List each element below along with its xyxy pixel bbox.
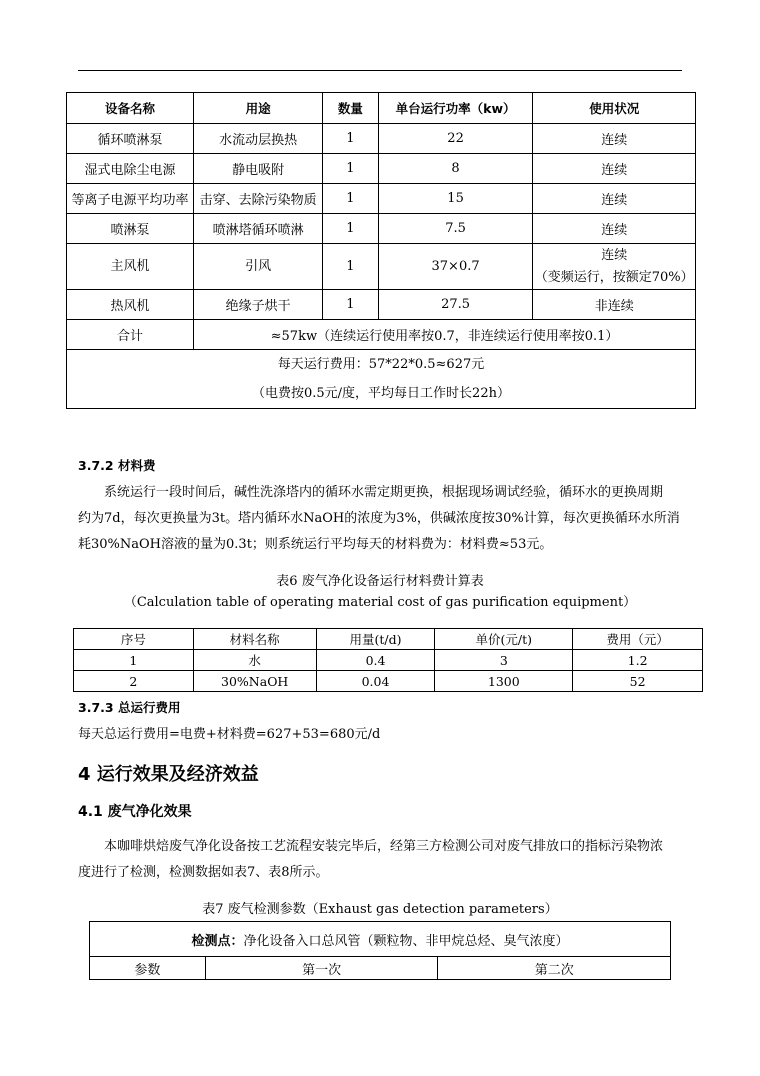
col-header: 第一次 — [205, 957, 438, 980]
cell: 27.5 — [378, 290, 533, 320]
cell: 绝缘子烘干 — [194, 290, 323, 320]
table7-caption: 表7 废气检测参数（Exhaust gas detection parameters） — [202, 902, 558, 917]
detection-point-row — [90, 922, 671, 957]
cell: 喷淋塔循环喷淋 — [194, 214, 323, 244]
section-heading-4-1: 4.1 废气净化效果 — [78, 804, 192, 820]
cell: 22 — [378, 124, 533, 154]
cell: 连续 — [533, 154, 696, 184]
cell: 0.4 — [316, 650, 435, 671]
detection-paragraph — [78, 834, 688, 886]
cell: 喷淋泵 — [67, 214, 194, 244]
cell-note: （变频运行，按额定70%） — [534, 269, 694, 285]
cell: 1 — [323, 244, 379, 290]
para-line: 度进行了检测，检测数据如表7、表8所示。 — [78, 865, 329, 880]
table6-caption-en: （Calculation table of operating material cost of gas purification equipment） — [123, 595, 637, 610]
cell: 引风 — [194, 244, 323, 290]
cell: 循环喷淋泵 — [67, 124, 194, 154]
cell: 0.04 — [316, 671, 435, 692]
para-line: 本咖啡烘焙废气净化设备按工艺流程安装完毕后，经第三方检测公司对废气排放口的指标污染物浓 — [104, 839, 664, 854]
table-row — [67, 184, 696, 214]
table-row — [74, 650, 703, 671]
section-heading-3-7-2: 3.7.2 材料费 — [78, 458, 156, 473]
cell: 3 — [435, 650, 573, 671]
cell — [533, 244, 696, 290]
section-heading-4: 4 运行效果及经济效益 — [78, 764, 259, 785]
cell: 击穿、去除污染物质 — [194, 184, 323, 214]
col-header: 用途 — [194, 93, 323, 124]
col-header: 序号 — [74, 629, 194, 650]
cell: 水 — [193, 650, 316, 671]
table-row — [74, 671, 703, 692]
cell: 52 — [573, 671, 703, 692]
cell: 连续 — [533, 184, 696, 214]
col-header: 使用状况 — [533, 93, 696, 124]
cell: 主风机 — [67, 244, 194, 290]
col-header: 费用（元） — [573, 629, 703, 650]
total-row — [67, 320, 696, 350]
section-heading-3-7-3: 3.7.3 总运行费用 — [78, 700, 181, 715]
cost-cell — [67, 350, 696, 409]
detection-point-cell — [90, 922, 671, 957]
col-header: 设备名称 — [67, 93, 194, 124]
cell: 1.2 — [573, 650, 703, 671]
cell: 1 — [74, 650, 194, 671]
cell: 1300 — [435, 671, 573, 692]
cell: 等离子电源平均功率 — [67, 184, 194, 214]
material-cost-paragraph — [78, 480, 688, 558]
cost-note: （电费按0.5元/度，平均每日工作时长22h） — [252, 386, 510, 401]
col-header: 单价(元/t) — [435, 629, 573, 650]
total-cost-paragraph: 每天总运行费用=电费+材料费=627+53=680元/d — [78, 727, 381, 742]
col-header: 数量 — [323, 93, 379, 124]
cell: 连续 — [533, 124, 696, 154]
cell: 30%NaOH — [193, 671, 316, 692]
col-header: 单台运行功率（kw） — [378, 93, 533, 124]
table-row — [67, 290, 696, 320]
cell: 非连续 — [533, 290, 696, 320]
para-line: 系统运行一段时间后，碱性洗涤塔内的循环水需定期更换，根据现场调试经验，循环水的更换周期 — [104, 485, 664, 500]
col-header: 材料名称 — [193, 629, 316, 650]
cell: 水流动层换热 — [194, 124, 323, 154]
detection-point-label: 检测点： — [191, 933, 244, 949]
table-row — [67, 214, 696, 244]
table-row — [67, 244, 696, 290]
cell: 2 — [74, 671, 194, 692]
cell: 热风机 — [67, 290, 194, 320]
cell: 静电吸附 — [194, 154, 323, 184]
table-row — [67, 154, 696, 184]
cell: 1 — [323, 214, 379, 244]
table-row — [67, 124, 696, 154]
para-line: 约为7d，每次更换量为3t。塔内循环水NaOH的浓度为3%，供碱浓度按30%计算，每次更换循环水所消 — [78, 511, 680, 526]
cell: 1 — [323, 124, 379, 154]
cell: 15 — [378, 184, 533, 214]
table-header-row — [90, 957, 671, 980]
cell: 37×0.7 — [378, 244, 533, 290]
total-label: 合计 — [67, 320, 194, 350]
cell: 湿式电除尘电源 — [67, 154, 194, 184]
equipment-power-table — [66, 92, 696, 409]
header-rule — [78, 70, 682, 71]
cell: 7.5 — [378, 214, 533, 244]
daily-cost: 每天运行费用：57*22*0.5≈627元 — [277, 357, 485, 372]
table-header-row — [74, 629, 703, 650]
detection-point-value: 净化设备入口总风管（颗粒物、非甲烷总烃、臭气浓度） — [243, 933, 569, 949]
cell: 1 — [323, 290, 379, 320]
cell: 8 — [378, 154, 533, 184]
cell: 连续 — [533, 214, 696, 244]
table6-caption: 表6 废气净化设备运行材料费计算表 — [276, 574, 484, 589]
cell-line: 连续 — [601, 247, 628, 263]
total-value: ≈57kw（连续运行使用率按0.7，非连续运行使用率按0.1） — [194, 320, 696, 350]
cell: 1 — [323, 154, 379, 184]
col-header: 第二次 — [438, 957, 671, 980]
material-cost-table — [73, 628, 703, 692]
cost-row — [67, 350, 696, 409]
col-header: 用量(t/d) — [316, 629, 435, 650]
para-line: 耗30%NaOH溶液的量为0.3t；则系统运行平均每天的材料费为：材料费≈53元。 — [78, 537, 553, 552]
detection-parameters-table — [89, 921, 671, 980]
table-header-row — [67, 93, 696, 124]
col-header: 参数 — [90, 957, 206, 980]
cell: 1 — [323, 184, 379, 214]
